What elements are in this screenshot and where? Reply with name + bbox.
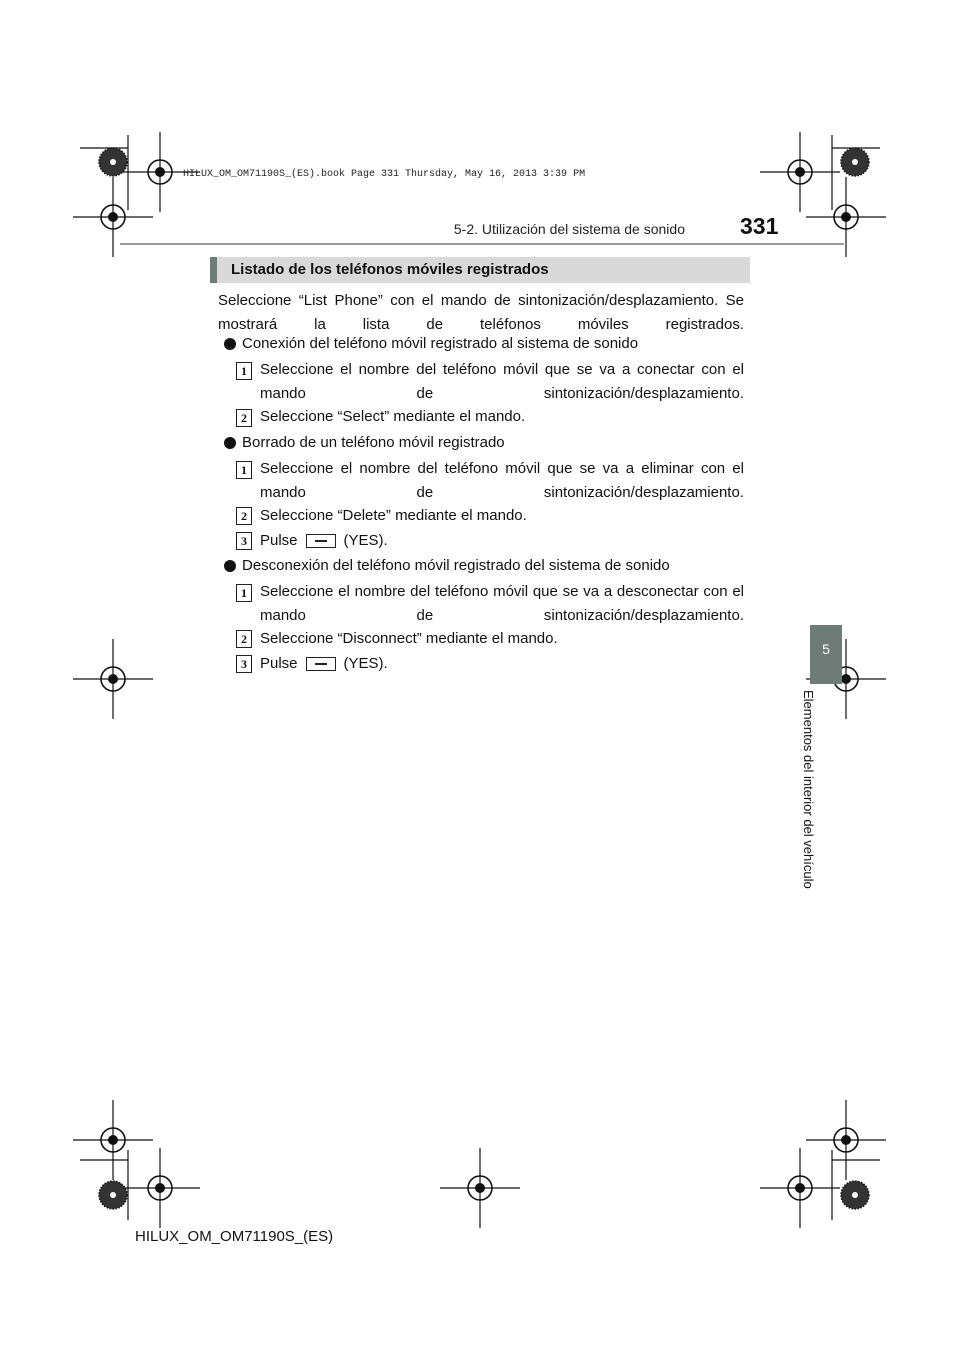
step-number: 1 bbox=[236, 362, 252, 380]
step-text: Seleccione el nombre del teléfono móvil que se va a conectar con el mando de sintonización/desplazamiento. bbox=[260, 361, 744, 402]
step-number: 1 bbox=[236, 461, 252, 479]
step-text bbox=[260, 529, 744, 553]
block-heading-delete: Borrado de un teléfono móvil registrado bbox=[242, 434, 505, 451]
bullet-icon bbox=[224, 338, 236, 350]
step-text bbox=[260, 652, 744, 676]
section-title: Listado de los teléfonos móviles registrados bbox=[231, 261, 549, 278]
footer-code: HILUX_OM_OM71190S_(ES) bbox=[135, 1228, 334, 1245]
page-number: 331 bbox=[740, 213, 779, 239]
section-heading-bar bbox=[210, 257, 750, 283]
step-text: Seleccione el nombre del teléfono móvil que se va a desconectar con el mando de sintonización/desplazamiento. bbox=[260, 583, 744, 624]
step-text: Seleccione el nombre del teléfono móvil que se va a eliminar con el mando de sintonización/desplazamiento. bbox=[260, 460, 744, 501]
step-text-post: (YES). bbox=[343, 532, 388, 549]
block-heading-disconnect: Desconexión del teléfono móvil registrado del sistema de sonido bbox=[242, 557, 670, 574]
header-section-title: 5-2. Utilización del sistema de sonido bbox=[453, 221, 685, 237]
bullet-icon bbox=[224, 437, 236, 449]
chapter-number: 5 bbox=[822, 641, 830, 657]
header-rule bbox=[120, 243, 844, 245]
bullet-icon bbox=[224, 560, 236, 572]
step-number: 2 bbox=[236, 507, 252, 525]
step-text-pre: Pulse bbox=[260, 655, 298, 672]
step-text-post: (YES). bbox=[343, 655, 388, 672]
book-file-info: HILUX_OM_OM71190S_(ES).book Page 331 Thursday, May 16, 2013 3:39 PM bbox=[183, 169, 586, 180]
step-text: Seleccione “Delete” mediante el mando. bbox=[260, 507, 527, 524]
step-number: 2 bbox=[236, 630, 252, 648]
block-heading-connect: Conexión del teléfono móvil registrado al sistema de sonido bbox=[242, 335, 639, 352]
step-number: 2 bbox=[236, 409, 252, 427]
step-number: 1 bbox=[236, 584, 252, 602]
step-text: Seleccione “Disconnect” mediante el mando. bbox=[260, 630, 558, 647]
intro-paragraph: Seleccione “List Phone” con el mando de sintonización/desplazamiento. Se mostrará la lista de teléfonos móviles registrados. bbox=[218, 292, 744, 333]
step-number: 3 bbox=[236, 655, 252, 673]
step-text: Seleccione “Select” mediante el mando. bbox=[260, 408, 526, 425]
step-text-pre: Pulse bbox=[260, 532, 298, 549]
chapter-tab bbox=[810, 625, 842, 684]
chapter-label: Elementos del interior del vehículo bbox=[801, 690, 816, 889]
button-icon bbox=[306, 657, 336, 671]
step-number: 3 bbox=[236, 532, 252, 550]
button-icon bbox=[306, 534, 336, 548]
